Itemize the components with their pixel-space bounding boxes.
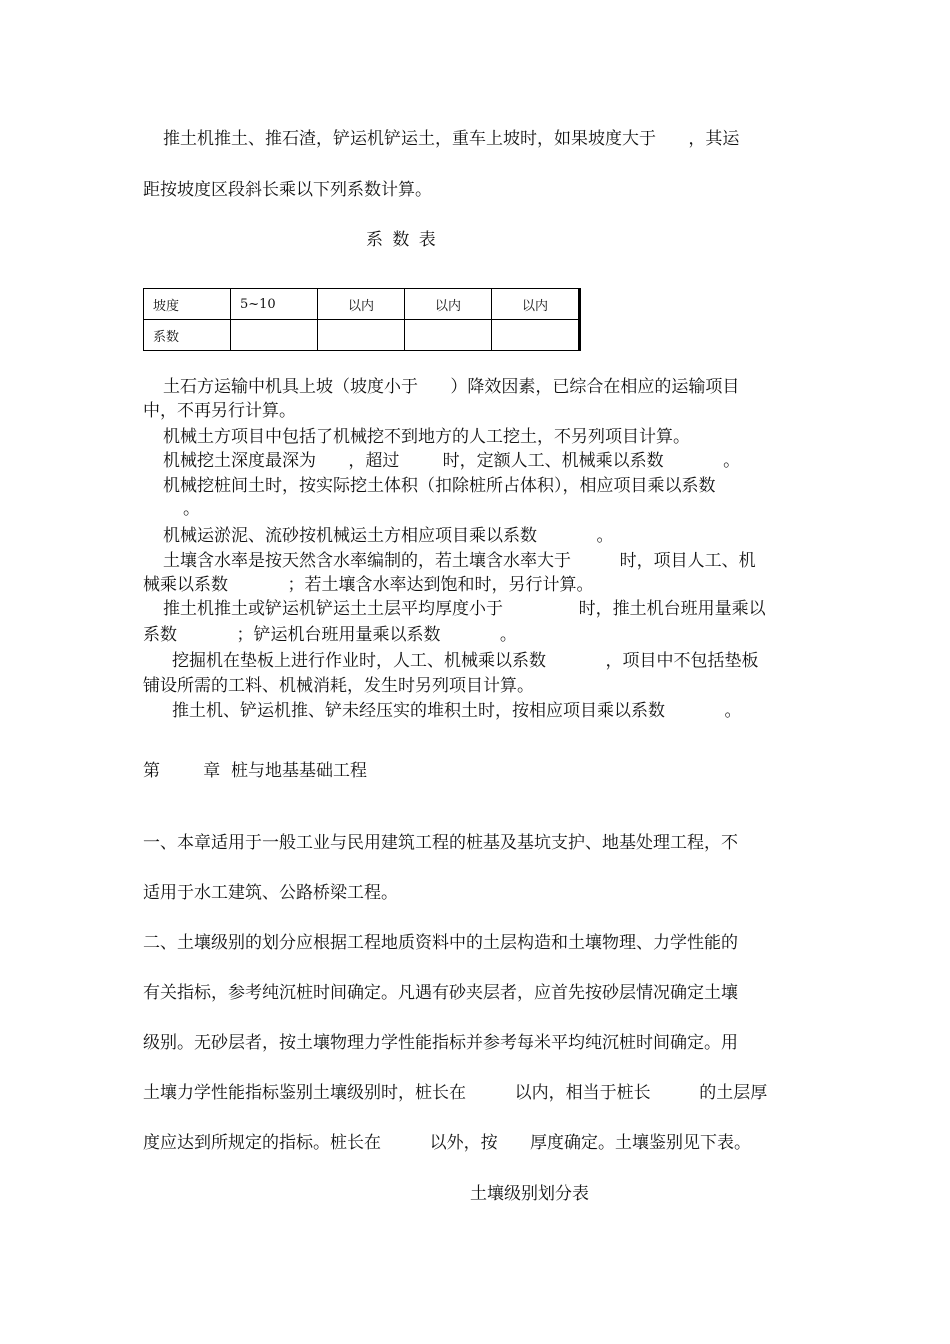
chapter-line: 度应达到所规定的指标。桩长在 以外，按 厚度确定。土壤鉴别见下表。 (143, 1133, 752, 1153)
rule-line: 中，不再另行计算。 (143, 401, 296, 421)
coefficient-table (143, 288, 581, 351)
rule-line: 械乘以系数 ；若土壤含水率达到饱和时，另行计算。 (143, 575, 594, 595)
table-row (144, 289, 580, 320)
rule-line: 推土机推土或铲运机铲运土土层平均厚度小于 时，推土机台班用量乘以 (163, 599, 766, 619)
paragraph-line: 距按坡度区段斜长乘以下列系数计算。 (143, 180, 432, 200)
rule-line: 挖掘机在垫板上进行作业时，人工、机械乘以系数 ，项目中不包括垫板 (172, 651, 759, 671)
table-cell: 以内 (492, 289, 580, 320)
paragraph-line: 推土机推土、推石渣，铲运机铲运土，重车上坡时，如果坡度大于 ，其运 (163, 129, 740, 149)
table-title: 系 数 表 (366, 230, 438, 250)
chapter-line: 一、本章适用于一般工业与民用建筑工程的桩基及基坑支护、地基处理工程，不 (143, 833, 738, 853)
table-cell (318, 320, 405, 351)
table-row (144, 320, 580, 351)
rule-line: 土壤含水率是按天然含水率编制的，若土壤含水率大于 时，项目人工、机 (163, 551, 756, 571)
table-cell: 以内 (405, 289, 492, 320)
rule-line: 土石方运输中机具上坡（坡度小于 ）降效因素，已综合在相应的运输项目 (163, 377, 740, 397)
chapter-line: 土壤力学性能指标鉴别土壤级别时，桩长在 以内，相当于桩长 的土层厚 (143, 1083, 768, 1103)
table-cell: 以内 (318, 289, 405, 320)
rule-line: 机械土方项目中包括了机械挖不到地方的人工挖土，不另列项目计算。 (163, 427, 690, 447)
chapter-line: 级别。无砂层者，按土壤物理力学性能指标并参考每米平均纯沉桩时间确定。用 (143, 1033, 738, 1053)
table-cell (492, 320, 580, 351)
rule-line: 。 (183, 499, 200, 519)
rule-line: 推土机、铲运机推、铲未经压实的堆积土时，按相应项目乘以系数 。 (172, 701, 742, 721)
table-cell: 坡度 (144, 289, 231, 320)
table-cell (405, 320, 492, 351)
chapter-heading: 第 章 桩与地基基础工程 (143, 761, 368, 781)
table-title: 土壤级别划分表 (470, 1184, 589, 1204)
chapter-line: 二、土壤级别的划分应根据工程地质资料中的土层构造和土壤物理、力学性能的 (143, 933, 738, 953)
table-cell: 系数 (144, 320, 231, 351)
chapter-line: 有关指标，参考纯沉桩时间确定。凡遇有砂夹层者，应首先按砂层情况确定土壤 (143, 983, 738, 1003)
rule-line: 系数 ；铲运机台班用量乘以系数 。 (143, 625, 517, 645)
rule-line: 机械挖土深度最深为 ，超过 时，定额人工、机械乘以系数 。 (163, 451, 741, 471)
rule-line: 机械运淤泥、流砂按机械运土方相应项目乘以系数 。 (163, 526, 614, 546)
rule-line: 机械挖桩间土时，按实际挖土体积（扣除桩所占体积），相应项目乘以系数 (163, 476, 716, 496)
table-cell (231, 320, 318, 351)
table-cell: 5~10 (231, 289, 318, 320)
chapter-line: 适用于水工建筑、公路桥梁工程。 (143, 883, 398, 903)
rule-line: 铺设所需的工料、机械消耗，发生时另列项目计算。 (143, 676, 534, 696)
